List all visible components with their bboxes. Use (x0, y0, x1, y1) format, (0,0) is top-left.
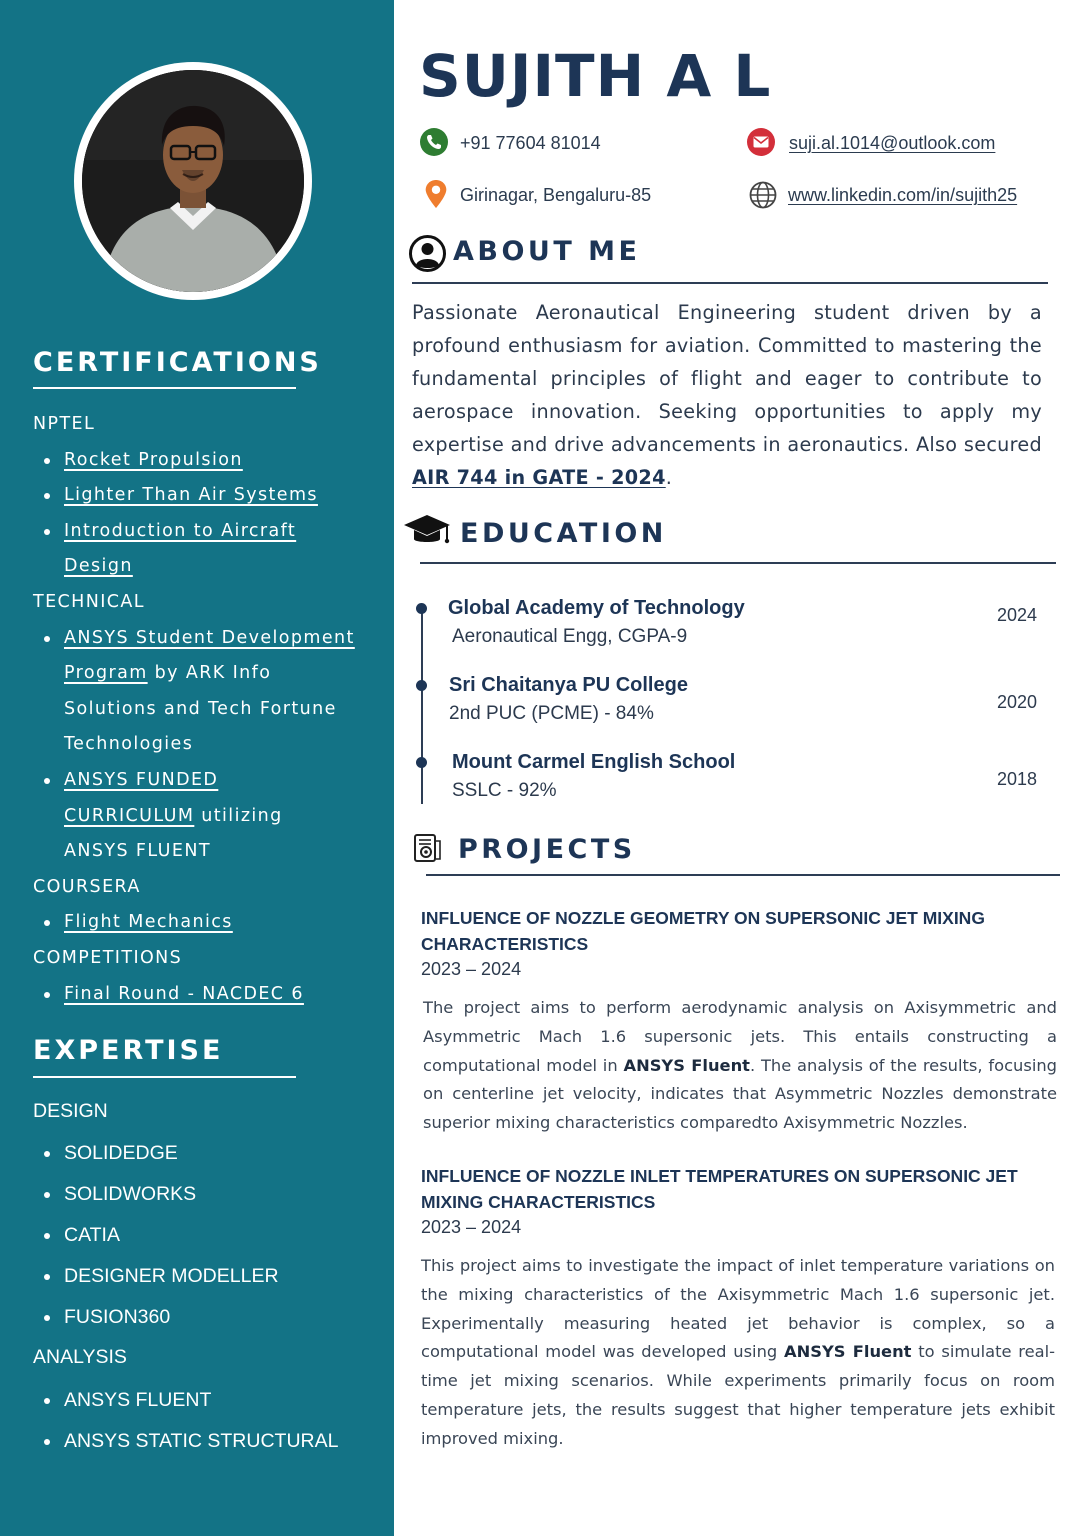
education-detail: 2nd PUC (PCME) - 84% (449, 703, 654, 724)
expertise-item: CATIA (33, 1215, 373, 1256)
gate-rank-highlight: AIR 744 in GATE - 2024 (412, 466, 666, 489)
education-school: Sri Chaitanya PU College (449, 674, 688, 696)
projects-heading: PROJECTS (458, 834, 636, 865)
about-end: . (665, 466, 673, 489)
globe-icon (748, 180, 778, 210)
email-icon (746, 127, 776, 157)
project-title: INFLUENCE OF NOZZLE INLET TEMPERATURES ON SUPERSONIC JET MIXING CHARACTERISTICS (421, 1166, 1018, 1212)
certifications-list (33, 407, 373, 1012)
cert-link-ansys-curriculum[interactable]: ANSYS FUNDED (64, 769, 219, 790)
expertise-category-design: DESIGN (33, 1100, 108, 1122)
expertise-category-analysis: ANALYSIS (33, 1346, 127, 1368)
cert-link-nacdec[interactable]: Final Round - NACDEC 6 (64, 983, 304, 1004)
expertise-item: ANSYS FLUENT (33, 1380, 373, 1421)
education-school: Global Academy of Technology (448, 597, 745, 619)
cert-link-lighter-than-air[interactable]: Lighter Than Air Systems (64, 485, 318, 506)
about-heading: ABOUT ME (453, 236, 641, 267)
expertise-item: FUSION360 (33, 1297, 373, 1338)
phone-number[interactable]: +91 77604 81014 (460, 133, 601, 153)
education-year: 2020 (997, 692, 1038, 712)
location-pin-icon (421, 179, 451, 209)
cert-item (33, 621, 373, 763)
project-description (423, 994, 1057, 1138)
cert-text: ANSYS FLUENT (64, 841, 211, 862)
about-text: Passionate Aeronautical Engineering student driven by a profound enthusiasm for aviation. Committed to mastering the fundamental principles of flight and eager to contribute to aerospace innovation. Seeking opportunities to apply my expertise and drive advancements in aeronautics. Also secured (412, 301, 1042, 456)
cert-category-technical: TECHNICAL (33, 591, 145, 612)
expertise-list (33, 1093, 373, 1462)
expertise-divider (33, 1076, 296, 1078)
sidebar (0, 0, 394, 1536)
project-desc-text: The project aims to perform aerodynamic analysis on Axisymmetric and Asymmetric Mach 1.6 supersonic jets. This entails constructing a computational model in (423, 998, 1057, 1075)
timeline-dot (416, 680, 427, 691)
cert-text: by ARK Info (147, 663, 272, 684)
education-year: 2018 (997, 769, 1038, 789)
project-period: 2023 – 2024 (421, 1217, 522, 1237)
location-text: Girinagar, Bengaluru-85 (460, 185, 652, 205)
timeline-dot (416, 757, 427, 768)
cert-category-nptel: NPTEL (33, 414, 96, 434)
cert-text: utilizing (194, 805, 283, 826)
expertise-item: SOLIDEDGE (33, 1133, 373, 1174)
cert-text: Solutions and Tech Fortune (64, 698, 337, 719)
certifications-heading: CERTIFICATIONS (33, 347, 322, 378)
about-paragraph (412, 296, 1042, 494)
cert-item (33, 905, 373, 941)
project-desc-text: . The analysis of the results, focusing on centerline jet velocity, indicates that Asymmetric Nozzles demonstrate superior mixing characteristics comparedto Axisymmetric Nozzles. (423, 1055, 1057, 1133)
projects-divider (426, 874, 1060, 876)
cert-link-aircraft-design[interactable]: Design (64, 556, 133, 577)
education-divider (420, 562, 1056, 564)
cert-link-rocket-propulsion[interactable]: Rocket Propulsion (64, 449, 243, 470)
project-desc-tool: ANSYS Fluent (623, 1055, 750, 1075)
project-description (421, 1252, 1055, 1454)
cert-category-competitions: COMPETITIONS (33, 947, 183, 968)
expertise-item: ANSYS STATIC STRUCTURAL (33, 1421, 373, 1462)
certifications-divider (33, 387, 296, 389)
cert-link-ansys-program[interactable]: Program (64, 663, 148, 684)
profile-photo (82, 70, 304, 292)
cert-text: Technologies (64, 734, 194, 755)
project-desc-text: This project aims to investigate the impact of inlet temperature variations on the mixing characteristics of the Axisymmetric Mach 1.6 supersonic jet. Experimentally measuring heated jet behavior is complex, so a computational model was developed using (421, 1256, 1055, 1362)
education-heading: EDUCATION (460, 518, 667, 549)
cert-link-ansys-curriculum[interactable]: CURRICULUM (64, 805, 195, 826)
cert-item (33, 478, 373, 514)
expertise-item: DESIGNER MODELLER (33, 1256, 373, 1297)
education-year: 2024 (997, 605, 1038, 625)
cert-link-aircraft-design[interactable]: Introduction to Aircraft (64, 520, 297, 541)
project-document-icon (412, 833, 442, 863)
education-detail: Aeronautical Engg, CGPA-9 (452, 626, 688, 647)
cert-item (33, 977, 373, 1013)
education-timeline (421, 606, 423, 804)
cert-item (33, 763, 373, 870)
project-desc-tool: ANSYS Fluent (784, 1342, 912, 1362)
education-detail: SSLC - 92% (452, 780, 557, 801)
project-desc-text: to simulate real-time jet mixing scenarios. While experiments primarily focus on room temperature jets, the results suggest that higher temperature jets exhibit improved mixing. (421, 1342, 1055, 1448)
phone-icon (419, 127, 449, 157)
cert-category-coursera: COURSERA (33, 876, 141, 897)
candidate-name: SUJITH A L (419, 42, 772, 110)
profile-photo-frame (74, 62, 312, 300)
cert-item (33, 443, 373, 479)
user-icon (409, 235, 446, 272)
linkedin-link[interactable]: www.linkedin.com/in/sujith25 (788, 185, 1018, 205)
project-period: 2023 – 2024 (421, 959, 522, 979)
timeline-dot (416, 603, 427, 614)
graduation-cap-icon (402, 513, 452, 549)
cert-item (33, 514, 373, 585)
cert-link-ansys-program[interactable]: ANSYS Student Development (64, 627, 355, 648)
expertise-heading: EXPERTISE (33, 1035, 224, 1066)
about-divider (412, 282, 1048, 284)
expertise-item: SOLIDWORKS (33, 1174, 373, 1215)
project-title: INFLUENCE OF NOZZLE GEOMETRY ON SUPERSONIC JET MIXING CHARACTERISTICS (421, 908, 985, 954)
cert-link-flight-mechanics[interactable]: Flight Mechanics (64, 912, 233, 933)
email-link[interactable]: suji.al.1014@outlook.com (789, 133, 996, 153)
education-school: Mount Carmel English School (452, 751, 736, 773)
